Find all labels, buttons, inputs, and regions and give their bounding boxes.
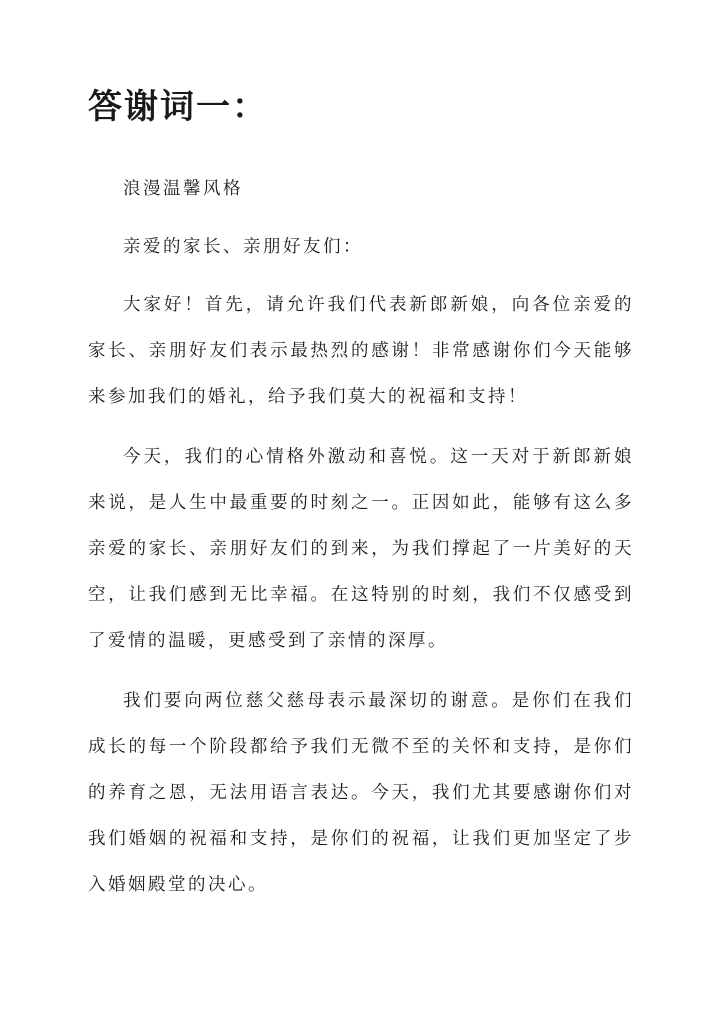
salutation: 亲爱的家长、亲朋好友们： [123, 237, 363, 257]
document-body [88, 166, 634, 922]
style-subtitle: 浪漫温馨风格 [123, 179, 243, 199]
paragraph-feelings: 今天，我们的心情格外激动和喜悦。这一天对于新郎新娘来说，是人生中最重要的时刻之一。正因如此，能够有这么多亲爱的家长、亲朋好友们的到来，为我们撑起了一片美好的天空，让我们感到无比幸福。在这特别的时刻，我们不仅感受到了爱情的温暖，更感受到了亲情的深厚。 [88, 447, 634, 651]
document-title: 答谢词一： [88, 87, 268, 127]
paragraph-parents: 我们要向两位慈父慈母表示最深切的谢意。是你们在我们成长的每一个阶段都给予我们无微不至的关怀和支持，是你们的养育之恩，无法用语言表达。今天，我们尤其要感谢你们对我们婚姻的祝福和支持，是你们的祝福，让我们更加坚定了步入婚姻殿堂的决心。 [88, 691, 634, 895]
paragraph-greeting: 大家好！首先，请允许我们代表新郎新娘，向各位亲爱的家长、亲朋好友们表示最热烈的感谢！非常感谢你们今天能够来参加我们的婚礼，给予我们莫大的祝福和支持！ [88, 295, 634, 407]
